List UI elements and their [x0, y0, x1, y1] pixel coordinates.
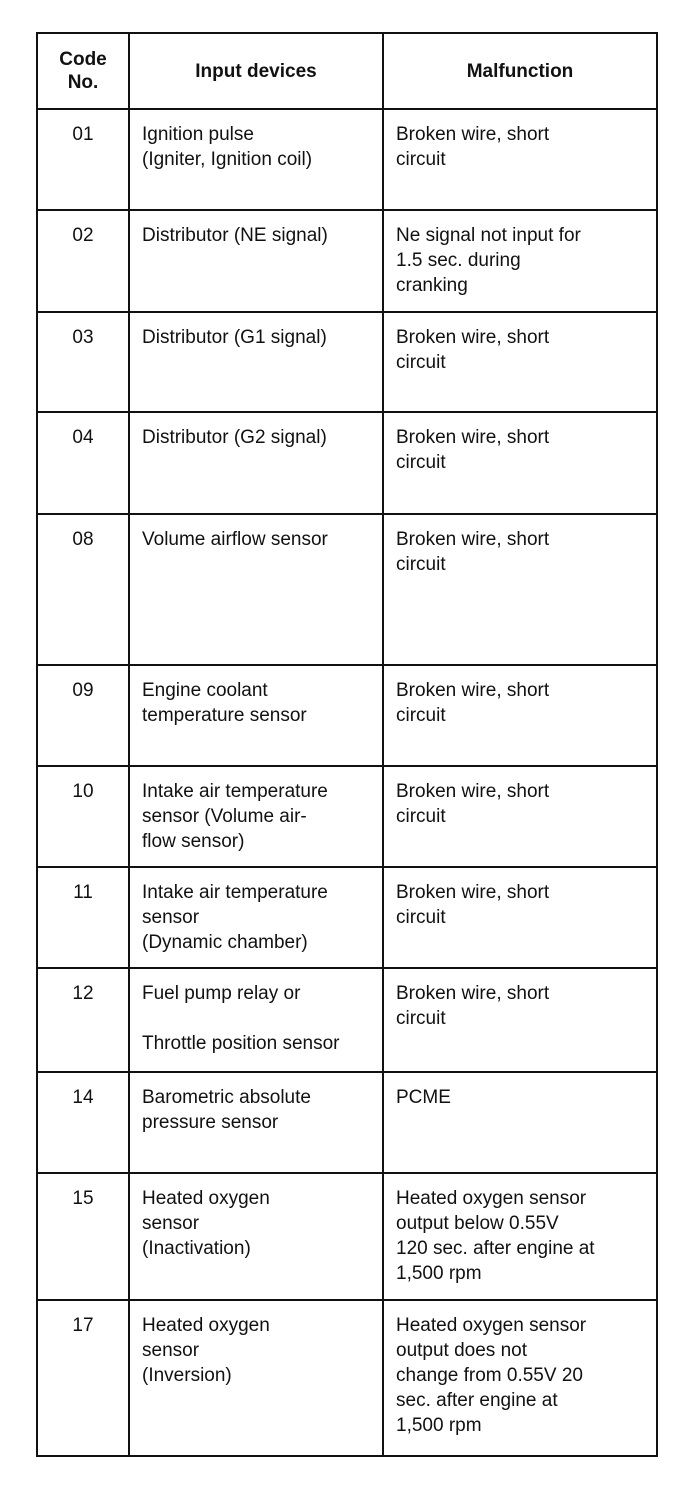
- code-cell: 12: [37, 968, 129, 1072]
- header-input-devices: Input devices: [129, 33, 383, 109]
- malfunction-cell: Broken wire, short circuit: [383, 514, 657, 665]
- malfunction-cell: Broken wire, short circuit: [383, 968, 657, 1072]
- device-cell: Barometric absolute pressure sensor: [129, 1072, 383, 1173]
- malfunction-cell: Heated oxygen sensor output does not change from 0.55V 20 sec. after engine at 1,500 rpm: [383, 1300, 657, 1456]
- code-cell: 10: [37, 766, 129, 867]
- code-cell: 17: [37, 1300, 129, 1456]
- table-row: [37, 514, 657, 665]
- table-row: [37, 1300, 657, 1456]
- malfunction-cell: Broken wire, short circuit: [383, 867, 657, 968]
- malfunction-cell: Ne signal not input for 1.5 sec. during cranking: [383, 210, 657, 312]
- code-cell: 08: [37, 514, 129, 665]
- malfunction-cell: Heated oxygen sensor output below 0.55V 120 sec. after engine at 1,500 rpm: [383, 1173, 657, 1300]
- malfunction-cell: Broken wire, short circuit: [383, 412, 657, 514]
- table-body: [37, 109, 657, 1456]
- header-malfunction: Malfunction: [383, 33, 657, 109]
- table-row: [37, 665, 657, 766]
- table-row: [37, 766, 657, 867]
- code-cell: 03: [37, 312, 129, 412]
- table-row: [37, 968, 657, 1072]
- device-cell: Ignition pulse (Igniter, Ignition coil): [129, 109, 383, 210]
- malfunction-cell: PCME: [383, 1072, 657, 1173]
- diagnostic-code-table: [36, 32, 656, 1457]
- code-cell: 04: [37, 412, 129, 514]
- table-row: [37, 312, 657, 412]
- table-row: [37, 1072, 657, 1173]
- code-cell: 15: [37, 1173, 129, 1300]
- device-cell: Fuel pump relay or Throttle position sensor: [129, 968, 383, 1072]
- device-cell: Distributor (G2 signal): [129, 412, 383, 514]
- device-cell: Distributor (NE signal): [129, 210, 383, 312]
- code-cell: 14: [37, 1072, 129, 1173]
- table-row: [37, 867, 657, 968]
- malfunction-cell: Broken wire, short circuit: [383, 766, 657, 867]
- device-cell: Heated oxygen sensor (Inactivation): [129, 1173, 383, 1300]
- device-cell: Engine coolant temperature sensor: [129, 665, 383, 766]
- malfunction-cell: Broken wire, short circuit: [383, 109, 657, 210]
- header-row: [37, 33, 657, 109]
- table-row: [37, 109, 657, 210]
- device-cell: Volume airflow sensor: [129, 514, 383, 665]
- table-row: [37, 412, 657, 514]
- code-cell: 09: [37, 665, 129, 766]
- code-cell: 02: [37, 210, 129, 312]
- malfunction-cell: Broken wire, short circuit: [383, 665, 657, 766]
- code-table: [36, 32, 658, 1457]
- table-row: [37, 210, 657, 312]
- header-code: Code No.: [37, 33, 129, 109]
- code-cell: 11: [37, 867, 129, 968]
- device-cell: Distributor (G1 signal): [129, 312, 383, 412]
- code-cell: 01: [37, 109, 129, 210]
- device-cell: Intake air temperature sensor (Dynamic chamber): [129, 867, 383, 968]
- malfunction-cell: Broken wire, short circuit: [383, 312, 657, 412]
- table-row: [37, 1173, 657, 1300]
- device-cell: Intake air temperature sensor (Volume air- flow sensor): [129, 766, 383, 867]
- device-cell: Heated oxygen sensor (Inversion): [129, 1300, 383, 1456]
